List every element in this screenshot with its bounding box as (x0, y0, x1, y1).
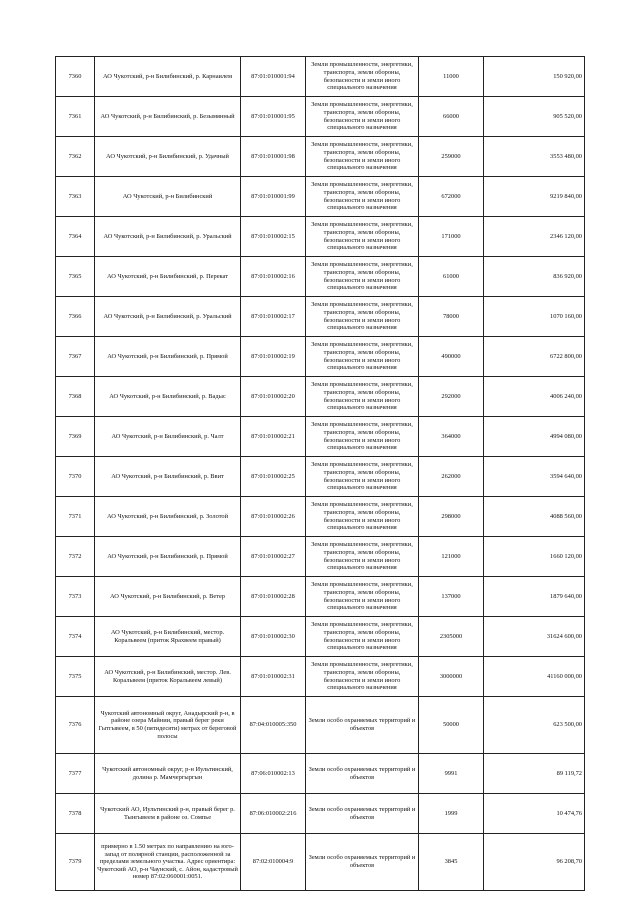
area-value: 3845 (419, 834, 484, 891)
cadastral-number: 87:01:010002:19 (241, 337, 306, 377)
row-number: 7364 (56, 217, 95, 257)
row-number: 7365 (56, 257, 95, 297)
location-address: АО Чукотский, р-н Билибинский (95, 177, 241, 217)
table-row (56, 297, 585, 337)
area-value: 259000 (419, 137, 484, 177)
location-address: АО Чукотский, р-н Билибинский, р. Уральский (95, 297, 241, 337)
cadastral-value: 1879 640,00 (484, 577, 585, 617)
table-row (56, 377, 585, 417)
area-value: 66000 (419, 97, 484, 137)
cadastral-number: 87:01:010001:99 (241, 177, 306, 217)
land-category: Земли промышленности, энергетики, транспорта, земли обороны, безопасности и земли иного специального назначения (306, 657, 419, 697)
cadastral-value: 4994 080,00 (484, 417, 585, 457)
land-category: Земли особо охраняемых территорий и объектов (306, 834, 419, 891)
area-value: 50000 (419, 697, 484, 754)
row-number: 7362 (56, 137, 95, 177)
cadastral-number: 87:01:010002:27 (241, 537, 306, 577)
table-row (56, 137, 585, 177)
table-row (56, 834, 585, 891)
cadastral-value: 4088 560,00 (484, 497, 585, 537)
cadastral-number: 87:01:010002:26 (241, 497, 306, 537)
land-category: Земли промышленности, энергетики, транспорта, земли обороны, безопасности и земли иного специального назначения (306, 617, 419, 657)
row-number: 7360 (56, 57, 95, 97)
cadastral-value: 3553 480,00 (484, 137, 585, 177)
land-category: Земли промышленности, энергетики, транспорта, земли обороны, безопасности и земли иного специального назначения (306, 377, 419, 417)
land-category: Земли особо охраняемых территорий и объектов (306, 794, 419, 834)
cadastral-number: 87:01:010002:17 (241, 297, 306, 337)
cadastral-number: 87:01:010002:15 (241, 217, 306, 257)
row-number: 7363 (56, 177, 95, 217)
cadastral-number: 87:01:010002:30 (241, 617, 306, 657)
cadastral-value: 9219 840,00 (484, 177, 585, 217)
location-address: АО Чукотский, р-н Билибинский, р. Чалт (95, 417, 241, 457)
location-address: АО Чукотский, р-н Билибинский, р. Безымянный (95, 97, 241, 137)
location-address: АО Чукотский, р-н Билибинский, р. Прямой (95, 337, 241, 377)
land-category: Земли промышленности, энергетики, транспорта, земли обороны, безопасности и земли иного специального назначения (306, 97, 419, 137)
table-row (56, 617, 585, 657)
cadastral-value: 905 520,00 (484, 97, 585, 137)
cadastral-number: 87:01:010001:95 (241, 97, 306, 137)
row-number: 7370 (56, 457, 95, 497)
cadastral-number: 87:01:010001:98 (241, 137, 306, 177)
row-number: 7368 (56, 377, 95, 417)
land-category: Земли особо охраняемых территорий и объектов (306, 697, 419, 754)
area-value: 11000 (419, 57, 484, 97)
cadastral-value: 2346 120,00 (484, 217, 585, 257)
cadastral-number: 87:01:010002:20 (241, 377, 306, 417)
area-value: 672000 (419, 177, 484, 217)
row-number: 7375 (56, 657, 95, 697)
area-value: 298000 (419, 497, 484, 537)
cadastral-value: 1660 120,00 (484, 537, 585, 577)
location-address: Чукотский автономный округ, Анадырский р-н, в районе озера Майнии, правый берег реки Гытгывеем, в 50 (пятидесяти) метрах от береговой полосы (95, 697, 241, 754)
area-value: 171000 (419, 217, 484, 257)
land-category: Земли промышленности, энергетики, транспорта, земли обороны, безопасности и земли иного специального назначения (306, 217, 419, 257)
area-value: 364000 (419, 417, 484, 457)
row-number: 7372 (56, 537, 95, 577)
row-number: 7378 (56, 794, 95, 834)
row-number: 7366 (56, 297, 95, 337)
cadastral-number: 87:01:010002:16 (241, 257, 306, 297)
land-category: Земли промышленности, энергетики, транспорта, земли обороны, безопасности и земли иного специального назначения (306, 417, 419, 457)
table-row (56, 217, 585, 257)
area-value: 9991 (419, 754, 484, 794)
table-row (56, 577, 585, 617)
row-number: 7371 (56, 497, 95, 537)
row-number: 7361 (56, 97, 95, 137)
row-number: 7367 (56, 337, 95, 377)
location-address: АО Чукотский, р-н Билибинский, местор. Коральвеем (приток Ярахвеем правый) (95, 617, 241, 657)
cadastral-number: 87:01:010002:21 (241, 417, 306, 457)
land-category: Земли особо охраняемых территорий и объектов (306, 754, 419, 794)
location-address: АО Чукотский, р-н Билибинский, р. Вадыс (95, 377, 241, 417)
table-row (56, 177, 585, 217)
location-address: АО Чукотский, р-н Билибинский, р. Золотой (95, 497, 241, 537)
table-row (56, 497, 585, 537)
cadastral-number: 87:01:010002:25 (241, 457, 306, 497)
area-value: 262000 (419, 457, 484, 497)
table-row (56, 57, 585, 97)
area-value: 292000 (419, 377, 484, 417)
land-registry-table (55, 56, 585, 891)
area-value: 2305000 (419, 617, 484, 657)
cadastral-value: 10 474,76 (484, 794, 585, 834)
table-row (56, 697, 585, 754)
land-category: Земли промышленности, энергетики, транспорта, земли обороны, безопасности и земли иного специального назначения (306, 137, 419, 177)
cadastral-value: 31624 600,00 (484, 617, 585, 657)
cadastral-number: 87:02:010004:9 (241, 834, 306, 891)
table-row (56, 257, 585, 297)
location-address: АО Чукотский, р-н Билибинский, р. Карнаилем (95, 57, 241, 97)
row-number: 7374 (56, 617, 95, 657)
location-address: Чукотский АО, Иультинский р-н, правый берег р. Тынгывеем в районе оз. Сомпье (95, 794, 241, 834)
cadastral-value: 3594 640,00 (484, 457, 585, 497)
land-category: Земли промышленности, энергетики, транспорта, земли обороны, безопасности и земли иного специального назначения (306, 337, 419, 377)
land-category: Земли промышленности, энергетики, транспорта, земли обороны, безопасности и земли иного специального назначения (306, 497, 419, 537)
cadastral-number: 87:01:010002:28 (241, 577, 306, 617)
location-address: примерно в 1.50 метрах по направлению на юго-запад от полярной станции, расположенной за пределами земельного участка. Адрес ориентира: Чукотский АО, р-н Чаунский, с. Айон, кадастровый номер 87:02:060001:0051. (95, 834, 241, 891)
cadastral-value: 836 920,00 (484, 257, 585, 297)
area-value: 490000 (419, 337, 484, 377)
location-address: АО Чукотский, р-н Билибинский, местор. Лев. Коральвеем (приток Коральвеем левый) (95, 657, 241, 697)
row-number: 7377 (56, 754, 95, 794)
area-value: 61000 (419, 257, 484, 297)
location-address: АО Чукотский, р-н Билибинский, р. Перекат (95, 257, 241, 297)
area-value: 3000000 (419, 657, 484, 697)
land-category: Земли промышленности, энергетики, транспорта, земли обороны, безопасности и земли иного специального назначения (306, 257, 419, 297)
location-address: АО Чукотский, р-н Билибинский, р. Ввит (95, 457, 241, 497)
land-category: Земли промышленности, энергетики, транспорта, земли обороны, безопасности и земли иного специального назначения (306, 577, 419, 617)
cadastral-value: 623 500,00 (484, 697, 585, 754)
table-row (56, 97, 585, 137)
cadastral-value: 41160 000,00 (484, 657, 585, 697)
row-number: 7373 (56, 577, 95, 617)
area-value: 137000 (419, 577, 484, 617)
table-body (56, 57, 585, 891)
cadastral-value: 1070 160,00 (484, 297, 585, 337)
area-value: 121000 (419, 537, 484, 577)
cadastral-number: 87:04:010005:350 (241, 697, 306, 754)
cadastral-value: 150 920,00 (484, 57, 585, 97)
table-row (56, 337, 585, 377)
area-value: 1999 (419, 794, 484, 834)
table-row (56, 417, 585, 457)
land-category: Земли промышленности, энергетики, транспорта, земли обороны, безопасности и земли иного специального назначения (306, 457, 419, 497)
table-row (56, 457, 585, 497)
area-value: 78000 (419, 297, 484, 337)
row-number: 7379 (56, 834, 95, 891)
table-row (56, 537, 585, 577)
row-number: 7376 (56, 697, 95, 754)
row-number: 7369 (56, 417, 95, 457)
land-category: Земли промышленности, энергетики, транспорта, земли обороны, безопасности и земли иного специального назначения (306, 177, 419, 217)
location-address: Чукотский автономный округ, р-н Иультинский, долина р. Мамчергыргын (95, 754, 241, 794)
land-category: Земли промышленности, энергетики, транспорта, земли обороны, безопасности и земли иного специального назначения (306, 57, 419, 97)
table-row (56, 657, 585, 697)
cadastral-value: 6722 800,00 (484, 337, 585, 377)
land-category: Земли промышленности, энергетики, транспорта, земли обороны, безопасности и земли иного специального назначения (306, 297, 419, 337)
location-address: АО Чукотский, р-н Билибинский, р. Ветер (95, 577, 241, 617)
cadastral-number: 87:01:010001:94 (241, 57, 306, 97)
location-address: АО Чукотский, р-н Билибинский, р. Прямой (95, 537, 241, 577)
location-address: АО Чукотский, р-н Билибинский, р. Удачный (95, 137, 241, 177)
land-category: Земли промышленности, энергетики, транспорта, земли обороны, безопасности и земли иного специального назначения (306, 537, 419, 577)
cadastral-value: 4006 240,00 (484, 377, 585, 417)
table-row (56, 754, 585, 794)
location-address: АО Чукотский, р-н Билибинский, р. Уральский (95, 217, 241, 257)
cadastral-value: 96 208,70 (484, 834, 585, 891)
cadastral-value: 89 119,72 (484, 754, 585, 794)
cadastral-number: 87:01:010002:31 (241, 657, 306, 697)
table-row (56, 794, 585, 834)
cadastral-number: 87:06:010002:216 (241, 794, 306, 834)
cadastral-number: 87:06:010002:13 (241, 754, 306, 794)
